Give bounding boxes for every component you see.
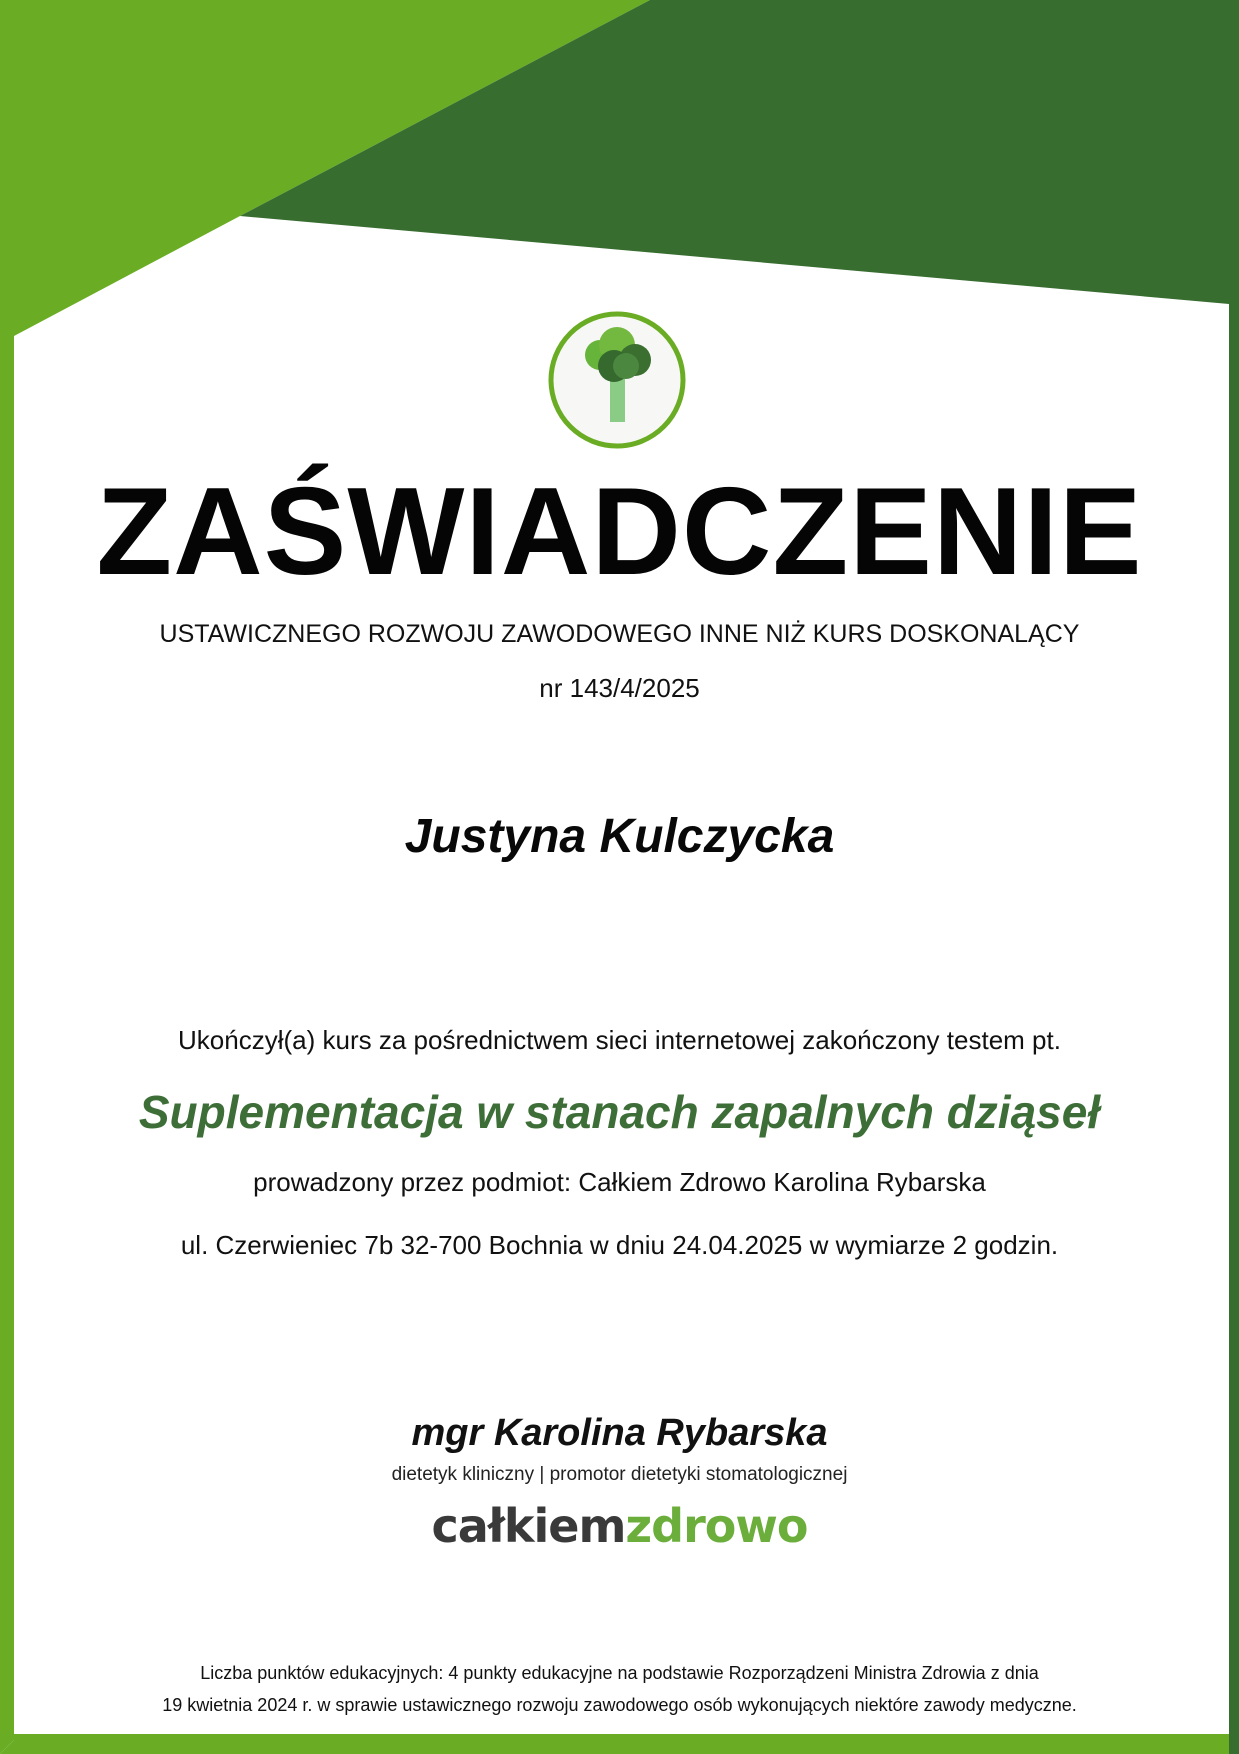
certificate-number: nr 143/4/2025	[539, 673, 700, 703]
provider-line: prowadzony przez podmiot: Całkiem Zdrowo Karolina Rybarska	[253, 1167, 986, 1197]
company-logo	[0, 1498, 1239, 1554]
footer-line-1: Liczba punktów edukacyjnych: 4 punkty edukacyjne na podstawie Rozporządzeni Ministra Zdrowia z dnia	[200, 1663, 1039, 1683]
course-title: Suplementacja w stanach zapalnych dziąseł	[138, 1086, 1101, 1138]
completion-text: Ukończył(a) kurs za pośrednictwem sieci internetowej zakończony testem pt.	[178, 1025, 1061, 1055]
certificate-subtitle: USTAWICZNEGO ROZWOJU ZAWODOWEGO INNE NIŻ KURS DOSKONALĄCY	[159, 620, 1080, 648]
signatory-name: mgr Karolina Rybarska	[411, 1412, 828, 1454]
recipient-name: Justyna Kulczycka	[404, 810, 835, 863]
logo-word-part-1: całkiem	[431, 1499, 626, 1553]
logo-word-part-2: zdrowo	[625, 1499, 808, 1553]
broccoli-tree-icon	[547, 310, 687, 450]
broccoli-stem	[610, 375, 625, 422]
signatory-role: dietetyk kliniczny | promotor dietetyki stomatologicznej	[391, 1464, 848, 1485]
broccoli-floret-lower-right	[613, 353, 639, 379]
address-line: ul. Czerwieniec 7b 32-700 Bochnia w dniu 24.04.2025 w wymiarze 2 godzin.	[180, 1230, 1059, 1260]
certificate-title: ZAŚWIADCZENIE	[96, 463, 1143, 601]
footer-line-2: 19 kwietnia 2024 r. w sprawie ustawicznego rozwoju zawodowego osób wykonujących niektóre zawody medyczne.	[162, 1695, 1077, 1715]
